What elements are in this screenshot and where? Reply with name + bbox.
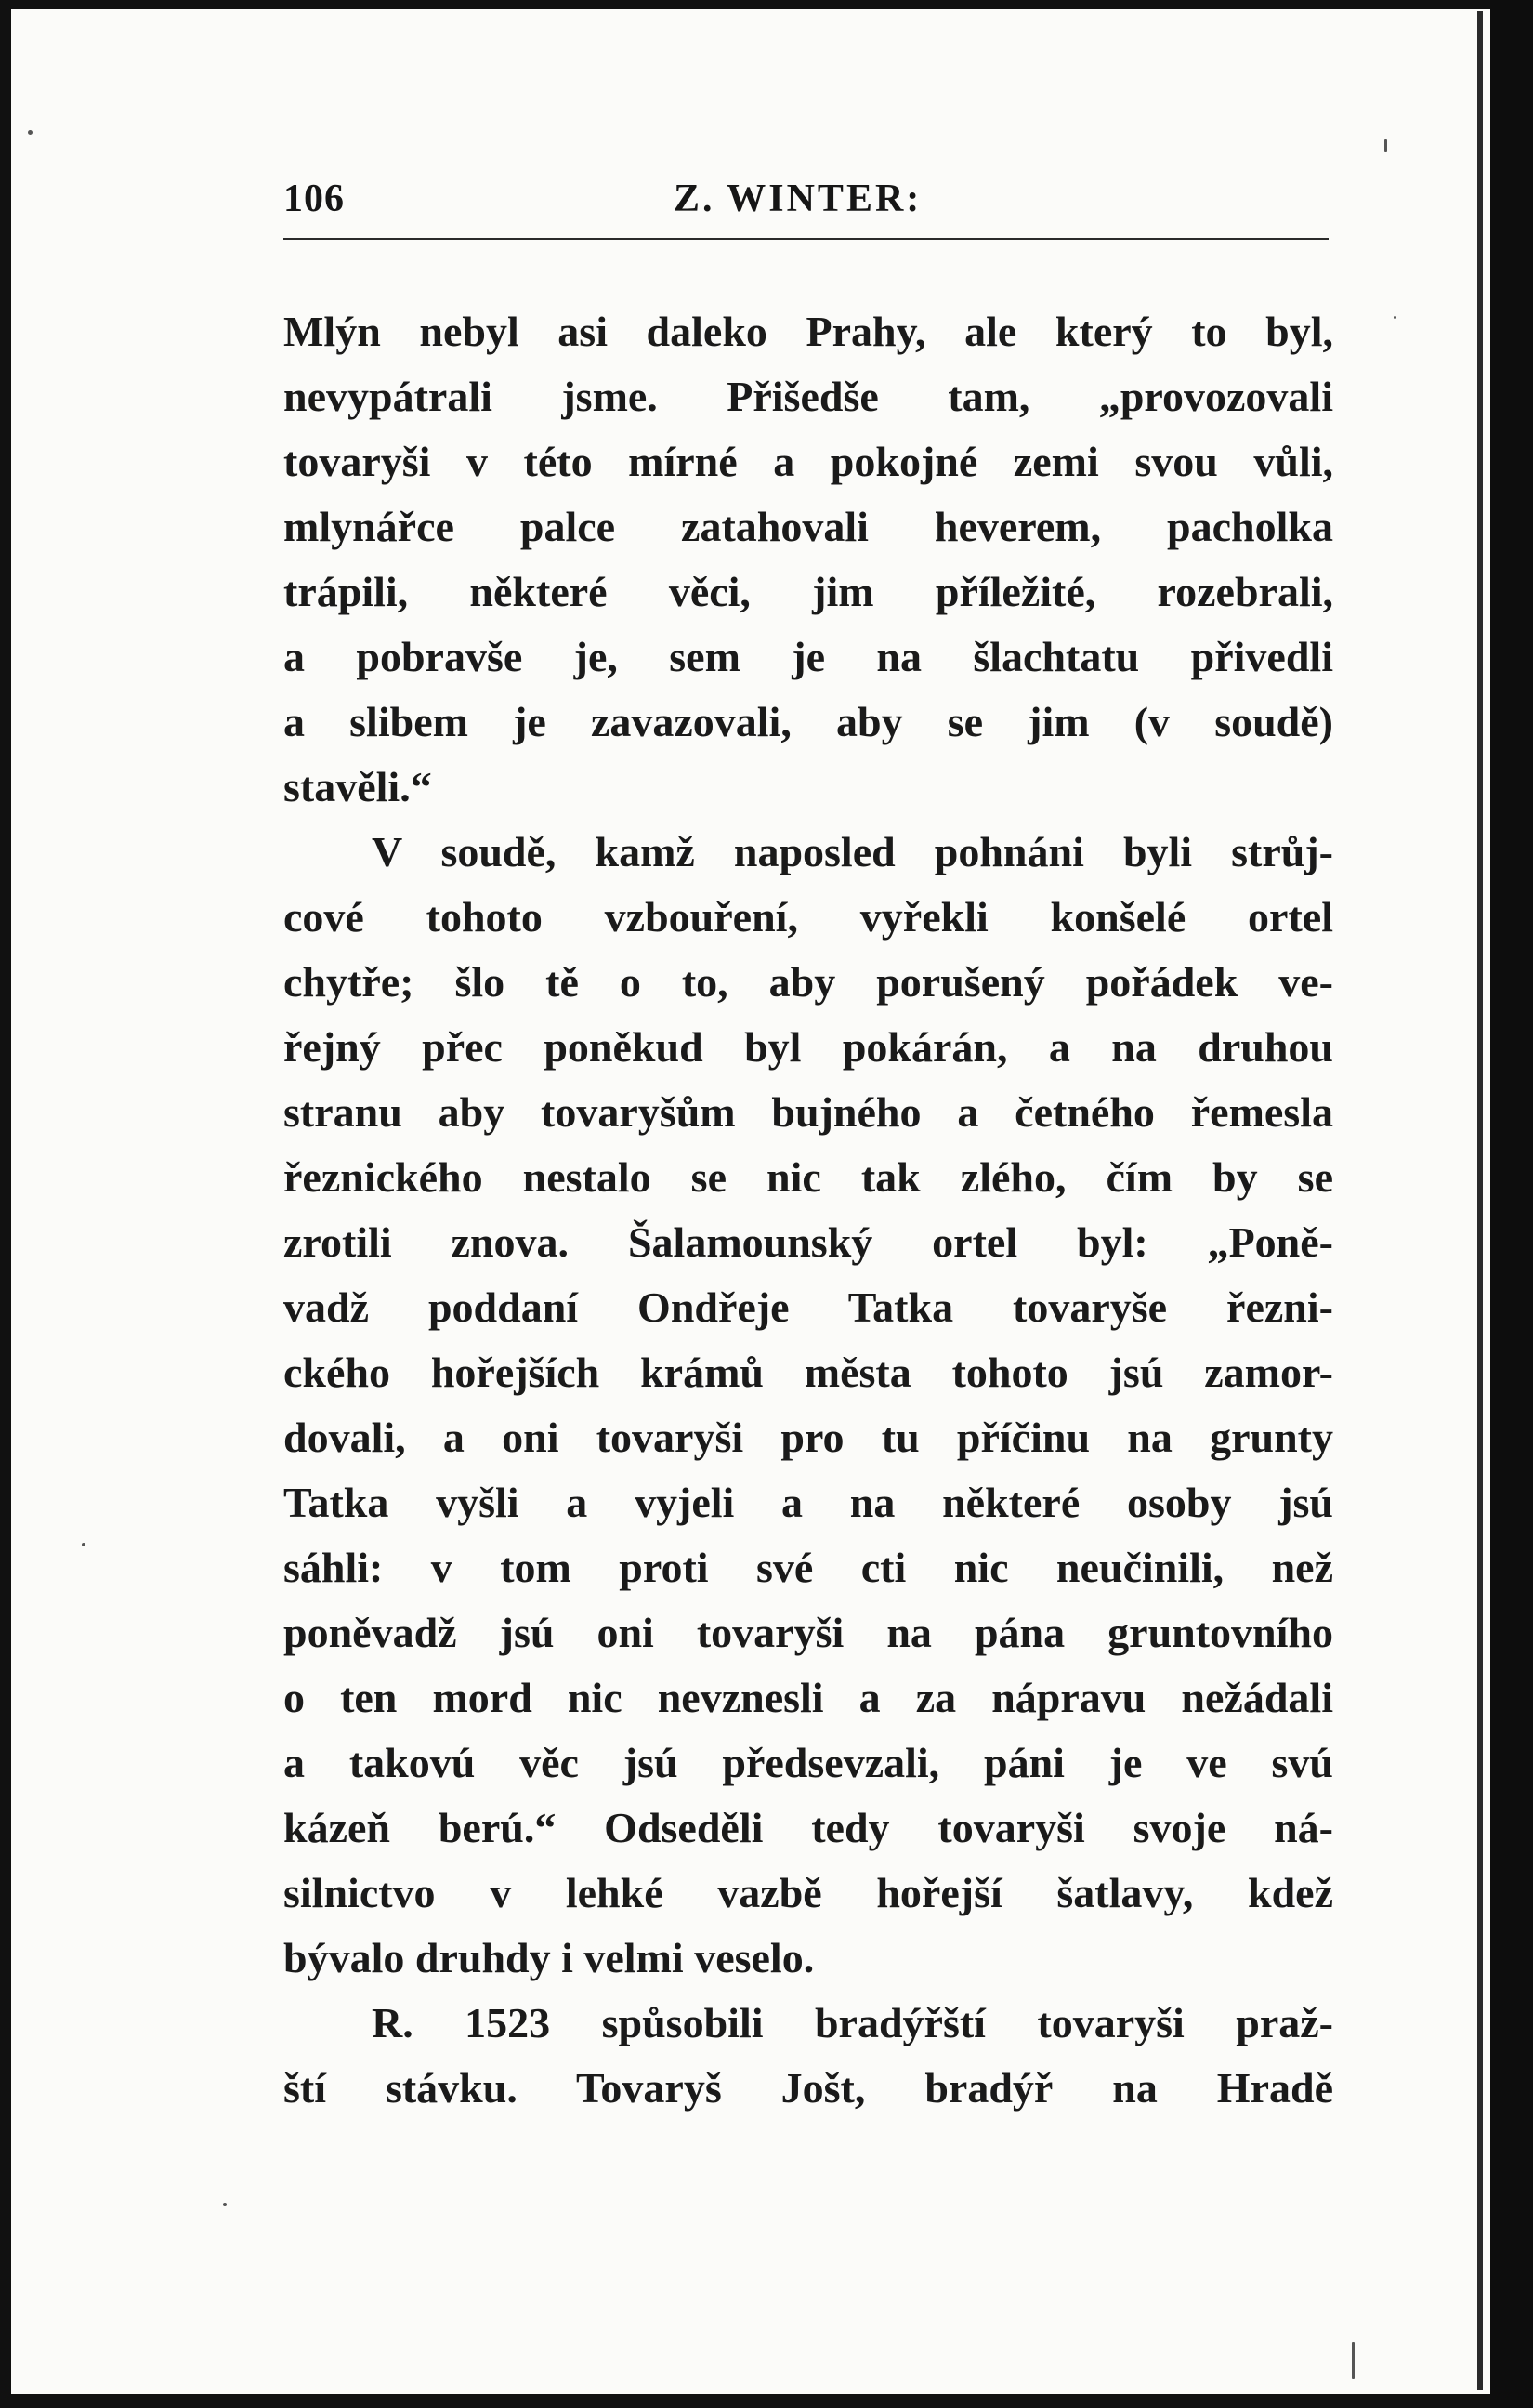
text-line: sáhli: v tom proti své cti nic neučinili, než (283, 1544, 1333, 1591)
page-edge-shadow (1477, 11, 1483, 2390)
text-line: silnictvo v lehké vazbě hořejší šatlavy, kdež (283, 1869, 1333, 1916)
text-line: ckého hořejších krámů města tohoto jsú zamor- (283, 1349, 1333, 1396)
text-line: cové tohoto vzbouření, vyřekli konšelé ortel (283, 893, 1333, 941)
text-line: a pobravše je, sem je na šlachtatu přivedli (283, 633, 1333, 680)
text-line: nevypátrali jsme. Přišedše tam, „provozovali (283, 373, 1333, 420)
text-line: bývalo druhdy i velmi veselo. (283, 1934, 815, 1981)
text-line: a slibem je zavazovali, aby se jim (v soudě) (283, 698, 1333, 745)
text-line: stavěli.“ (283, 763, 432, 810)
text-line: stranu aby tovaryšům bujného a četného řemesla (283, 1088, 1333, 1136)
running-head: Z. WINTER: (674, 178, 923, 220)
text-line: tovaryši v této mírné a pokojné zemi svou vůli, (283, 438, 1333, 485)
text-line: dovali, a oni tovaryši pro tu příčinu na grunty (283, 1414, 1333, 1461)
text-line: zrotili znova. Šalamounský ortel byl: „Poně- (283, 1218, 1333, 1266)
body-text (283, 299, 1333, 2121)
text-line: R. 1523 spůsobili bradýřští tovaryši praž- (372, 1999, 1333, 2046)
page-header (283, 177, 1329, 232)
text-line: ští stávku. Tovaryš Jošt, bradýř na Hradě (283, 2064, 1333, 2112)
text-line: poněvadž jsú oni tovaryši na pána gruntovního (283, 1609, 1333, 1656)
page-number: 106 (283, 178, 345, 220)
text-line: řejný přec poněkud byl pokárán, a na druhou (283, 1023, 1333, 1071)
text-line: V soudě, kamž naposled pohnáni byli strůj- (372, 828, 1333, 875)
text-line: vadž poddaní Ondřeje Tatka tovaryše řezni- (283, 1283, 1333, 1331)
text-line: trápili, některé věci, jim příležité, rozebrali, (283, 568, 1333, 615)
text-line: mlynářce palce zatahovali heverem, pacholka (283, 503, 1333, 550)
text-line: kázeň berú.“ Odseděli tedy tovaryši svoje ná- (283, 1804, 1333, 1851)
text-line: a takovú věc jsú předsevzali, páni je ve svú (283, 1739, 1333, 1786)
text-line: Tatka vyšli a vyjeli a na některé osoby jsú (283, 1479, 1333, 1526)
scan-border-right (1490, 0, 1533, 2408)
text-line: Mlýn nebyl asi daleko Prahy, ale který to byl, (283, 308, 1333, 355)
text-line: řeznického nestalo se nic tak zlého, čím by se (283, 1153, 1333, 1201)
text-line: o ten mord nic nevznesli a za nápravu nežádali (283, 1674, 1333, 1721)
header-rule (283, 238, 1329, 240)
text-line: chytře; šlo tě o to, aby porušený pořádek ve- (283, 958, 1333, 1006)
